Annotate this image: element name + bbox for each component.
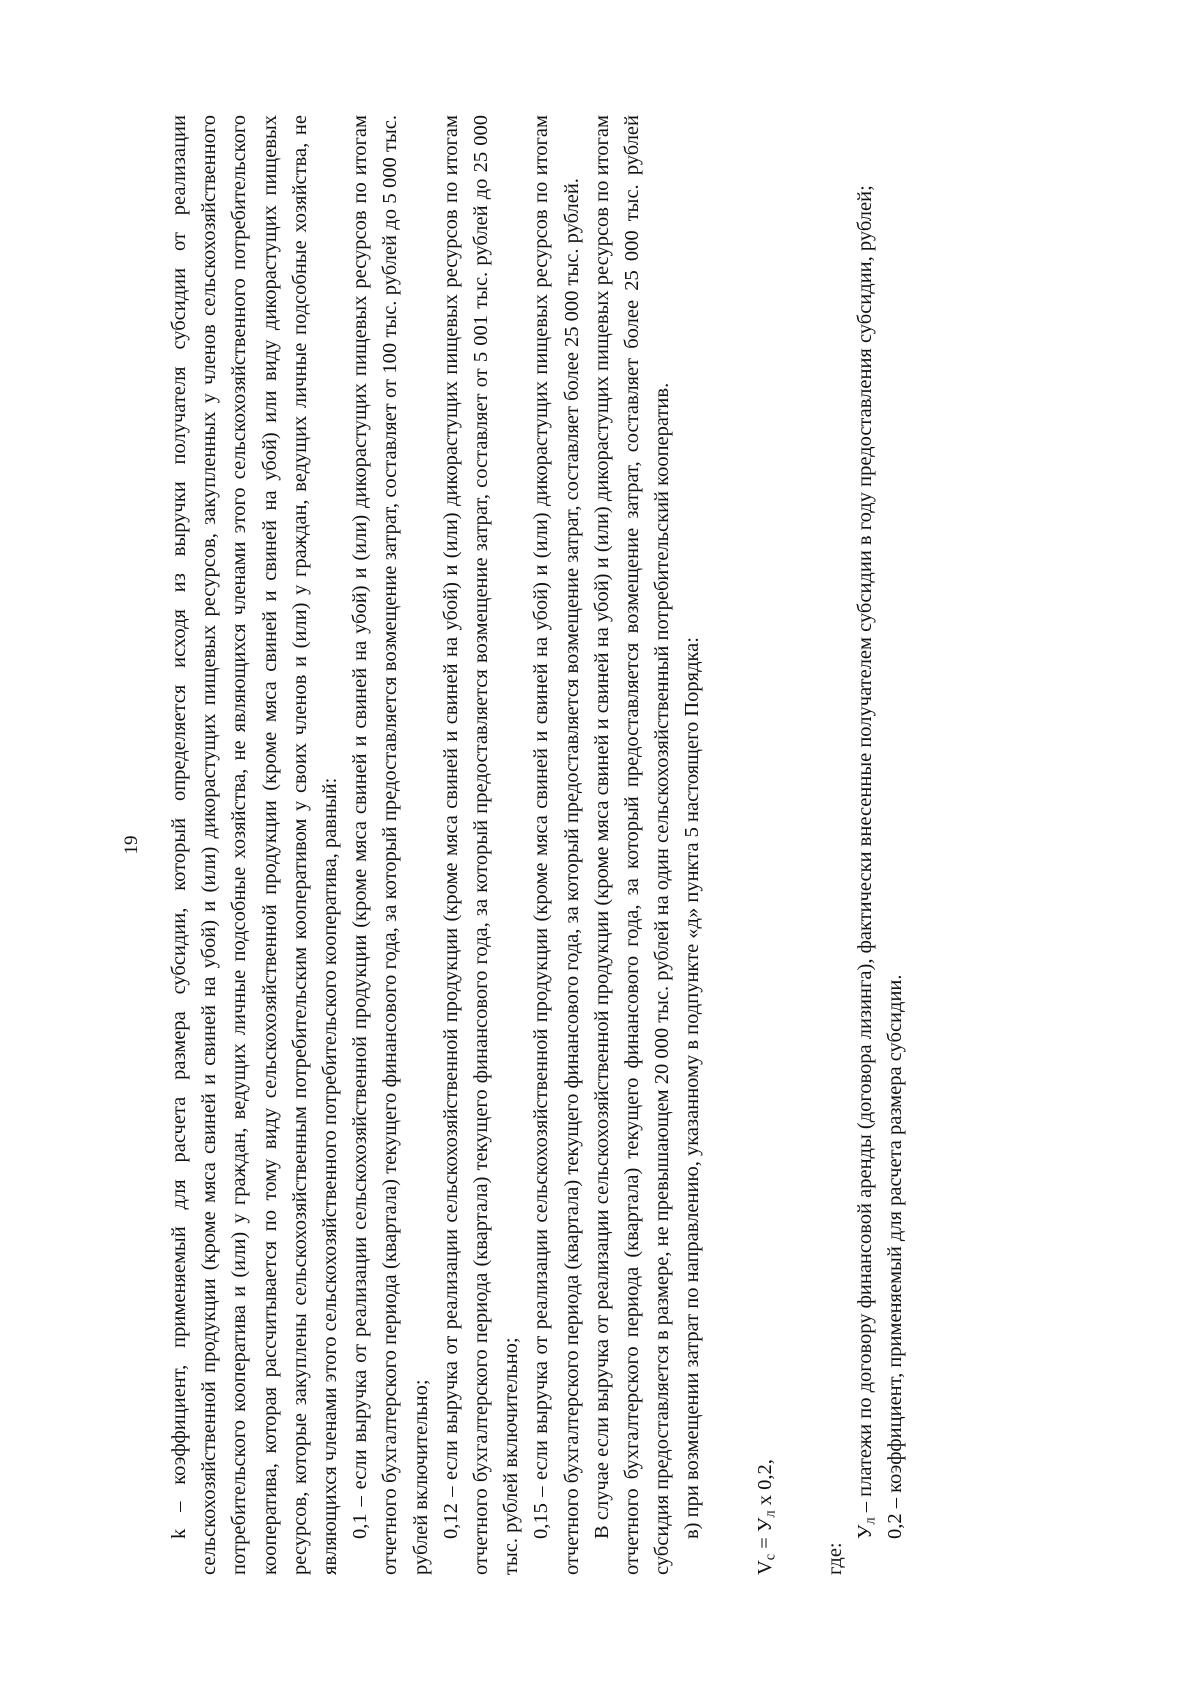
paragraph-rate-0-12: 0,12 – если выручка от реализации сельскохозяйственной продукции (кроме мяса свиней и свиней на убой) и (или) дикорастущих пищевых ресурсов по итогам отчетного бухгалтерского периода (квартала) текущего финансового года, за который предоставляется возмещение затрат, составляет от 5 001 тыс. рублей до 25 000 тыс. рублей включительно; [439,115,523,1575]
definition-payments [850,115,880,1575]
where-label: где: [823,1542,846,1575]
rotated-page [120,115,1020,1575]
definition-symbol: У [854,1524,877,1539]
page-number: 19 [121,835,142,855]
paragraph-rate-0-15: 0,15 – если выручка от реализации сельскохозяйственной продукции (кроме мяса свиней и свиней на убой) и (или) дикорастущих пищевых ресурсов по итогам отчетного бухгалтерского периода (квартала) текущего финансового года, за который предоставляется возмещение затрат, составляет более 25 000 тыс. рублей. [530,115,583,1575]
formula [750,115,780,1575]
formula-rhs-subscript: л [762,1510,779,1518]
paragraph-item-v: в) при возмещении затрат по направлению, указанному в подпункте «д» пункта 5 настоящего Порядка: [681,637,704,1539]
definition-symbol-subscript: л [862,1517,879,1525]
definition-payments-text: – платежи по договору финансовой аренды (договора лизинга), фактически внесенные получателем субсидии в году предоставления субсидии, рублей; [854,185,877,1518]
definition-coefficient: 0,2 – коэффициент, применяемый для расчета размера субсидии. [884,974,907,1539]
document-body [164,115,910,1575]
paragraph-coefficient-k: k – коэффициент, применяемый для расчета размера субсидии, который определяется исходя из выручки получателя субсидии от реализации сельскохозяйственной продукции (кроме мяса свиней и свиней на убой) и (или) дикорастущих пищевых ресурсов, закупленных у членов сельскохозяйственного потребительского кооператива и (или) у граждан, ведущих личные подсобные хозяйства, не являющихся членами этого сельскохозяйственного потребительского кооператива, которая рассчитывается по тому виду сельскохозяйственной продукции (кроме мяса свиней и свиней на убой) или виду дикорастущих пищевых ресурсов, которые закуплены сельскохозяйственным потребительским кооперативом у своих членов и (или) у граждан, ведущих личные подсобные хозяйства, не являющихся членами этого сельскохозяйственного потребительского кооператива, равный: [168,115,342,1575]
formula-lhs: V [753,1560,776,1575]
paragraph-limit: В случае если выручка от реализации сельскохозяйственной продукции (кроме мяса свиней и свиней на убой) и (или) дикорастущих пищевых ресурсов по итогам отчетного бухгалтерского периода (квартала) текущего финансового года, за который предоставляется возмещение затрат, составляет более 25 000 тыс. рублей субсидия предоставляется в размере, не превышающем 20 000 тыс. рублей на один сельскохозяйственный потребительский кооператив. [590,115,674,1575]
formula-rhs: У [753,1517,776,1532]
formula-equals: = [753,1532,776,1554]
paragraph-rate-0-1: 0,1 – если выручка от реализации сельскохозяйственной продукции (кроме мяса свиней и свиней на убой) и (или) дикорастущих пищевых ресурсов по итогам отчетного бухгалтерского периода (квартала) текущего финансового года, за который предоставляется возмещение затрат, составляет от 100 тыс. рублей до 5 000 тыс. рублей включительно; [349,115,432,1575]
formula-rhs-tail: х 0,2, [753,1459,776,1511]
formula-lhs-subscript: с [762,1553,779,1561]
